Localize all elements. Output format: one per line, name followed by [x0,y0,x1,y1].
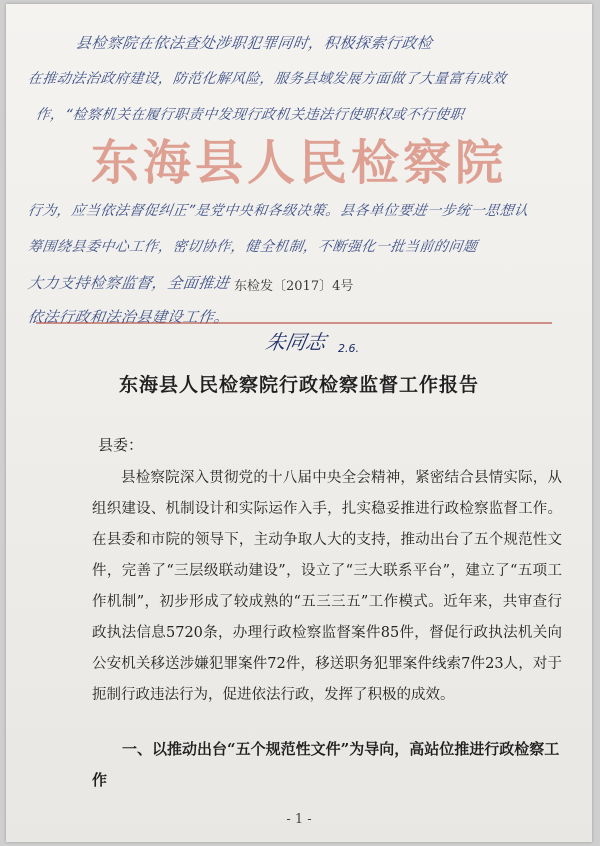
handwritten-signature: 朱同志 [263,330,328,354]
handwriting-line: 行为，应当依法督促纠正”是党中央和各级决策。县各单位要进一步统一思想认 [26,203,530,219]
handwriting-line: 作，“检察机关在履行职责中发现行政机关违法行使职权或不行使职 [34,107,466,123]
page-number: - 1 - [286,812,312,827]
signature-date: 2.6. [338,342,359,355]
report-title: 东海县人民检察院行政检察监督工作报告 [118,374,479,396]
handwriting-line: 依法行政和法治县建设工作。 [26,308,231,326]
handwriting-line: 筹围绕县委中心工作，密切协作，健全机制，不断强化一批当前的问题 [26,239,479,255]
masthead-divider [36,322,552,324]
section-heading: 一、以推动出台“五个规范性文件”为导向，高站位推进行政检察工作 [92,740,560,789]
salutation: 县委： [98,436,144,454]
handwriting-line: 在推动法治政府建设，防范化解风险，服务县域发展方面做了大量富有成效 [26,71,508,87]
handwriting-line: 县检察院在依法查处涉职犯罪同时，积极探索行政检 [74,34,434,52]
document-number: 东检发〔2017〕4号 [234,279,354,294]
document-page [6,4,592,842]
body-paragraph: 县检察院深入贯彻党的十八届中央全会精神，紧密结合县情实际，从组织建设、机制设计和实际运作入手，扎实稳妥推进行政检察监督工作。在县委和市院的领导下，主动争取人大的支持，推动出台了五个规范性文件，完善了“三层级联动建设”，设立了“三大联系平台”，建立了“五项工作机制”，初步形成了较成熟的“五三三五”工作模式。近年来，共审查行政执法信息5720条，办理行政检察监督案件85件，督促行政执法机关向公安机关移送涉嫌犯罪案件72件，移送职务犯罪案件线索7件23人，对于扼制行政违法行为，促进依法行政，发挥了积极的成效。 [92,470,562,703]
handwriting-line: 大力支持检察监督，全面推进 [26,274,231,292]
agency-masthead: 东海县人民检察院 [90,135,507,191]
